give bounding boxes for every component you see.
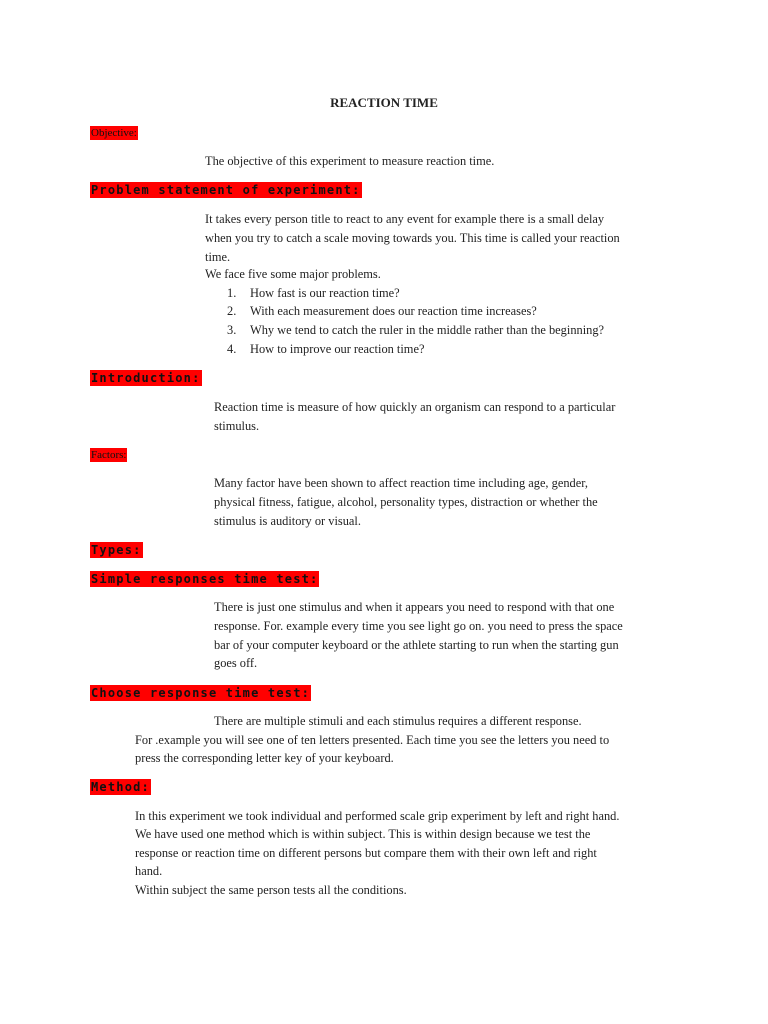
problem-item-line: time.	[205, 250, 231, 264]
numbered-item: How fast is our reaction time?	[250, 286, 400, 300]
introduction-heading: Introduction:	[91, 371, 201, 385]
simple-item-line: bar of your computer keyboard or the athlete starting to run when the starting gun	[214, 638, 619, 652]
types-heading: Types:	[91, 543, 142, 557]
choose-response-heading: Choose response time test:	[91, 686, 311, 700]
method-item-line: response or reaction time on different persons but compare them with their own left and right	[135, 846, 597, 860]
list-number: 3.	[227, 323, 237, 337]
method-item-line: Within subject the same person tests all the conditions.	[135, 883, 407, 897]
list-number: 1.	[227, 286, 237, 300]
simple-response-heading: Simple responses time test:	[91, 572, 319, 586]
document-title: REACTION TIME	[330, 95, 438, 110]
simple-item-line: response. For. example every time you see light go on. you need to press the space	[214, 619, 623, 633]
numbered-item: How to improve our reaction time?	[250, 342, 425, 356]
objective-item: The objective of this experiment to measure reaction time.	[205, 154, 495, 168]
problem-item-line: when you try to catch a scale moving towards you. This time is called your reaction	[205, 231, 620, 245]
choose-item-line: For .example you will see one of ten letters presented. Each time you see the letters you need to	[135, 733, 610, 747]
method-item-line: We have used one method which is within subject. This is within design because we test the	[135, 827, 591, 841]
choose-item-line: There are multiple stimuli and each stimulus requires a different response.	[214, 714, 582, 728]
list-number: 4.	[227, 342, 237, 356]
method-item-line: hand.	[135, 864, 163, 878]
numbered-item: With each measurement does our reaction time increases?	[250, 304, 537, 318]
choose-item-line: press the corresponding letter key of your keyboard.	[135, 751, 394, 765]
simple-item-line: goes off.	[214, 656, 258, 670]
numbered-item: Why we tend to catch the ruler in the middle rather than the beginning?	[250, 323, 605, 337]
introduction-item-line: Reaction time is measure of how quickly an organism can respond to a particular	[214, 400, 616, 414]
factors-heading: Factors:	[91, 449, 127, 461]
problem-item-line: We face five some major problems.	[205, 267, 381, 281]
problem-heading: Problem statement of experiment:	[91, 183, 361, 197]
objective-heading: Objective:	[91, 127, 137, 139]
problem-item-line: It takes every person title to react to any event for example there is a small delay	[205, 212, 605, 226]
factors-item-line: physical fitness, fatigue, alcohol, personality types, distraction or whether the	[214, 495, 598, 509]
list-number: 2.	[227, 304, 237, 318]
factors-item-line: stimulus is auditory or visual.	[214, 514, 361, 528]
method-item-line: In this experiment we took individual and performed scale grip experiment by left and right hand.	[135, 809, 620, 823]
factors-item-line: Many factor have been shown to affect reaction time including age, gender,	[214, 476, 588, 490]
method-heading: Method:	[91, 780, 150, 794]
introduction-item-line: stimulus.	[214, 419, 260, 433]
simple-item-line: There is just one stimulus and when it appears you need to respond with that one	[214, 600, 615, 614]
